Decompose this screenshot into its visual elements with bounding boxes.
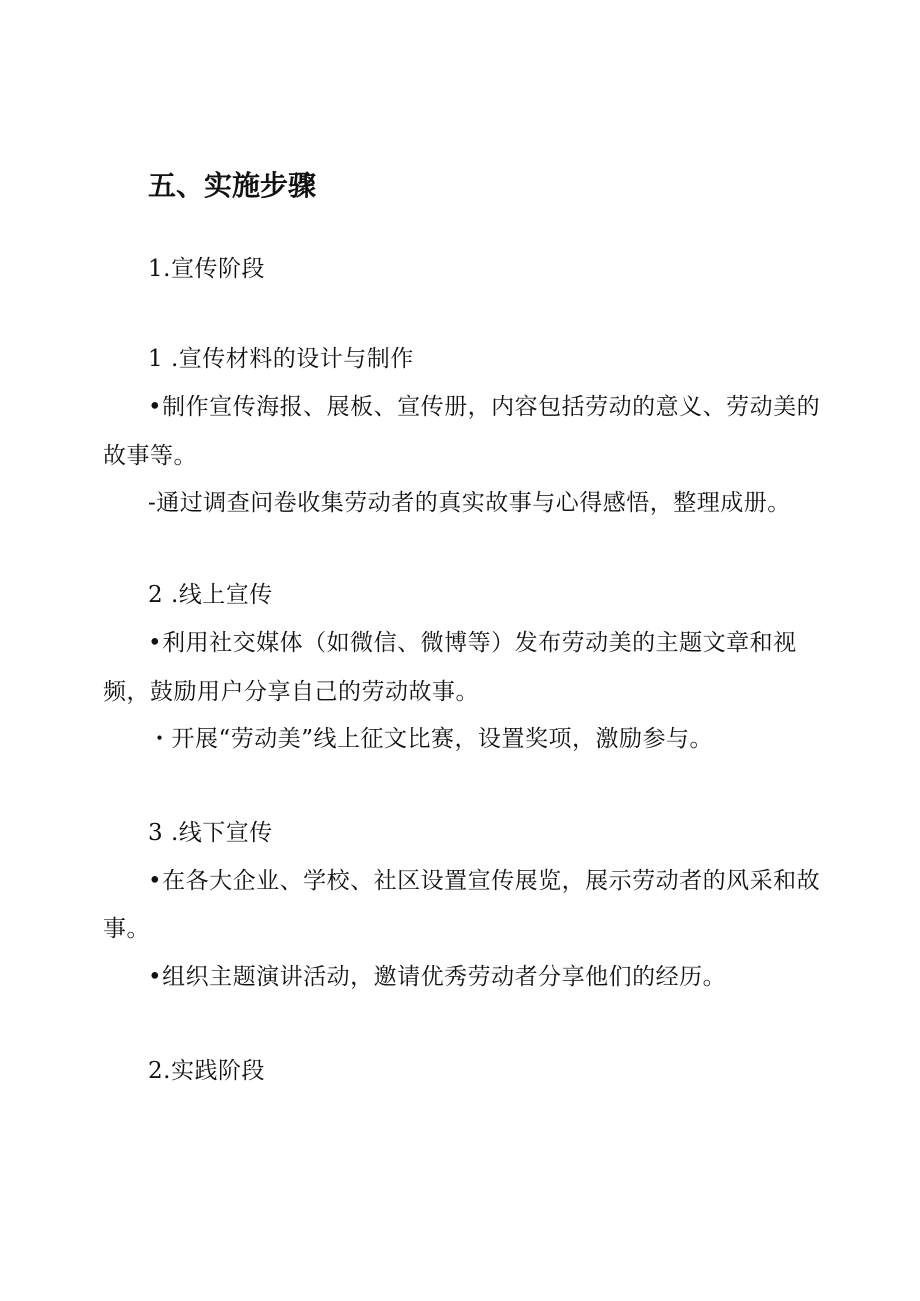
item-1-title: 1 .宣传材料的设计与制作: [148, 346, 414, 372]
item-3-title: 3 .线下宣传: [148, 820, 273, 846]
item-2-bullet-1-line-1: •利用社交媒体（如微信、微博等）发布劳动美的主题文章和视: [148, 630, 797, 656]
item-1-bullet-2: -通过调查问卷收集劳动者的真实故事与心得感悟，整理成册。: [148, 490, 791, 516]
item-3-bullet-2: •组织主题演讲活动，邀请优秀劳动者分享他们的经历。: [148, 964, 727, 990]
item-2-bullet-2: ・开展“劳动美”线上征文比赛，设置奖项，激励参与。: [148, 726, 714, 752]
item-1-bullet-1-line-1: •制作宣传海报、展板、宣传册，内容包括劳动的意义、劳动美的: [148, 394, 821, 420]
phase-1-title: 1.宣传阶段: [148, 256, 265, 282]
section-title: 五、实施步骤: [148, 169, 317, 202]
phase-2-title: 2.实践阶段: [148, 1058, 265, 1084]
item-3-bullet-1-line-1: •在各大企业、学校、社区设置宣传展览，展示劳动者的风采和故: [148, 868, 821, 894]
item-1-bullet-1-line-2: 故事等。: [103, 443, 197, 469]
item-3-bullet-1-line-2: 事。: [103, 916, 150, 942]
item-2-title: 2 .线上宣传: [148, 582, 273, 608]
item-2-bullet-1-line-2: 频，鼓励用户分享自己的劳动故事。: [103, 679, 479, 705]
